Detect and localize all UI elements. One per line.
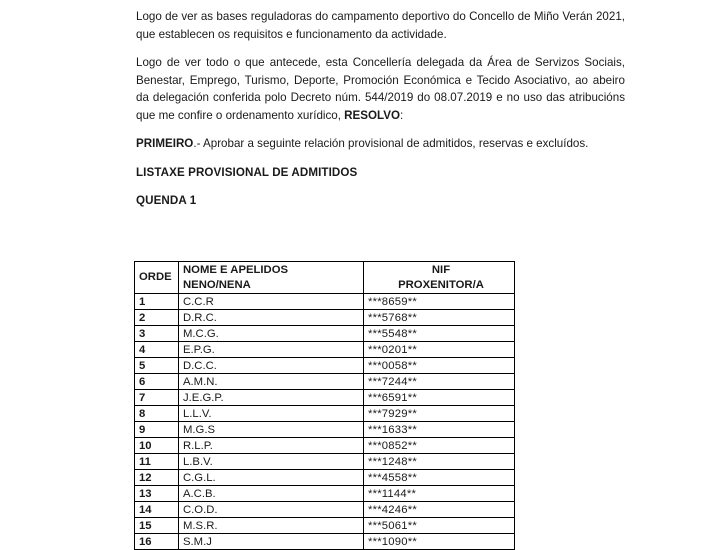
cell-name: A.C.B.	[179, 486, 364, 502]
table-body	[135, 294, 515, 550]
paragraph-resolvo	[136, 54, 625, 124]
table-row	[135, 470, 515, 486]
cell-name: C.C.R	[179, 294, 364, 310]
cell-orde: 1	[135, 294, 179, 310]
cell-orde: 15	[135, 518, 179, 534]
table-row	[135, 310, 515, 326]
cell-orde: 10	[135, 438, 179, 454]
table-row	[135, 534, 515, 550]
column-header-orde: ORDE	[135, 262, 179, 294]
table-row	[135, 438, 515, 454]
cell-orde: 11	[135, 454, 179, 470]
cell-name: R.L.P.	[179, 438, 364, 454]
cell-name: D.R.C.	[179, 310, 364, 326]
cell-orde: 2	[135, 310, 179, 326]
resolvo-colon: :	[400, 108, 404, 122]
cell-name: C.O.D.	[179, 502, 364, 518]
cell-orde: 13	[135, 486, 179, 502]
cell-nif: ***4558**	[364, 470, 515, 486]
cell-orde: 7	[135, 390, 179, 406]
table-row	[135, 358, 515, 374]
cell-orde: 9	[135, 422, 179, 438]
table-row	[135, 502, 515, 518]
cell-orde: 5	[135, 358, 179, 374]
table-header-row	[135, 262, 515, 294]
table-row	[135, 374, 515, 390]
cell-orde: 3	[135, 326, 179, 342]
table-row	[135, 326, 515, 342]
cell-name: C.G.L.	[179, 470, 364, 486]
cell-name: D.C.C.	[179, 358, 364, 374]
paragraph-primeiro	[136, 135, 625, 153]
cell-nif: ***0201**	[364, 342, 515, 358]
cell-orde: 12	[135, 470, 179, 486]
table-row	[135, 406, 515, 422]
cell-name: M.S.R.	[179, 518, 364, 534]
cell-nif: ***1090**	[364, 534, 515, 550]
column-header-nome-apelidos	[179, 262, 364, 294]
table-row	[135, 486, 515, 502]
table-header	[135, 262, 515, 294]
paragraph-bases-reguladoras: Logo de ver as bases reguladoras do campamento deportivo do Concello de Miño Verán 2021, que establecen os requisitos e funcionamento da actividade.	[136, 10, 625, 41]
column-header-nome-line2: NENO/NENA	[183, 278, 251, 291]
heading-listaxe-provisional: LISTAXE PROVISIONAL DE ADMITIDOS	[136, 165, 358, 179]
column-header-nif-line1: NIF	[431, 264, 451, 276]
cell-nif: ***1144**	[364, 486, 515, 502]
cell-nif: ***7244**	[364, 374, 515, 390]
cell-name: M.C.G.	[179, 326, 364, 342]
cell-nif: ***4246**	[364, 502, 515, 518]
heading-quenda: QUENDA 1	[136, 194, 197, 207]
column-header-nome-line1: NOME E APELIDOS	[183, 264, 289, 276]
cell-name: L.L.V.	[179, 406, 364, 422]
cell-name: S.M.J	[179, 534, 364, 550]
cell-nif: ***6591**	[364, 390, 515, 406]
cell-nif: ***1633**	[364, 422, 515, 438]
table-row	[135, 518, 515, 534]
cell-name: L.B.V.	[179, 454, 364, 470]
table-row	[135, 342, 515, 358]
cell-nif: ***5061**	[364, 518, 515, 534]
admitted-list-table	[134, 261, 515, 550]
cell-nif: ***0058**	[364, 358, 515, 374]
column-header-nif	[364, 262, 515, 294]
table-row	[135, 454, 515, 470]
primeiro-label: PRIMEIRO	[136, 137, 194, 150]
cell-orde: 8	[135, 406, 179, 422]
resolvo-label: RESOLVO	[344, 108, 401, 122]
cell-orde: 16	[135, 534, 179, 550]
cell-name: M.G.S	[179, 422, 364, 438]
paragraph-resolvo-text: Logo de ver todo o que antecede, esta Concellería delegada da Área de Servizos Sociais, Benestar, Emprego, Turismo, Deporte, Promoción Económica e Tecido Asociativo, ao abeiro da delegación conferida polo Decreto núm. 544/2019 do 08.07.2019 e no uso das atribucións que me confire o ordenamento xurídico,	[136, 56, 625, 122]
cell-orde: 4	[135, 342, 179, 358]
cell-orde: 6	[135, 374, 179, 390]
cell-name: A.M.N.	[179, 374, 364, 390]
cell-name: E.P.G.	[179, 342, 364, 358]
cell-nif: ***5548**	[364, 326, 515, 342]
cell-name: J.E.G.P.	[179, 390, 364, 406]
cell-nif: ***7929**	[364, 406, 515, 422]
cell-nif: ***1248**	[364, 454, 515, 470]
table-row	[135, 294, 515, 310]
table-row	[135, 390, 515, 406]
cell-nif: ***0852**	[364, 438, 515, 454]
column-header-nif-line2: PROXENITOR/A	[398, 278, 484, 291]
document-body	[136, 0, 625, 221]
primeiro-text: .- Aprobar a seguinte relación provisional de admitidos, reservas e excluídos.	[193, 137, 589, 150]
cell-orde: 14	[135, 502, 179, 518]
cell-nif: ***5768**	[364, 310, 515, 326]
table-row	[135, 422, 515, 438]
cell-nif: ***8659**	[364, 294, 515, 310]
